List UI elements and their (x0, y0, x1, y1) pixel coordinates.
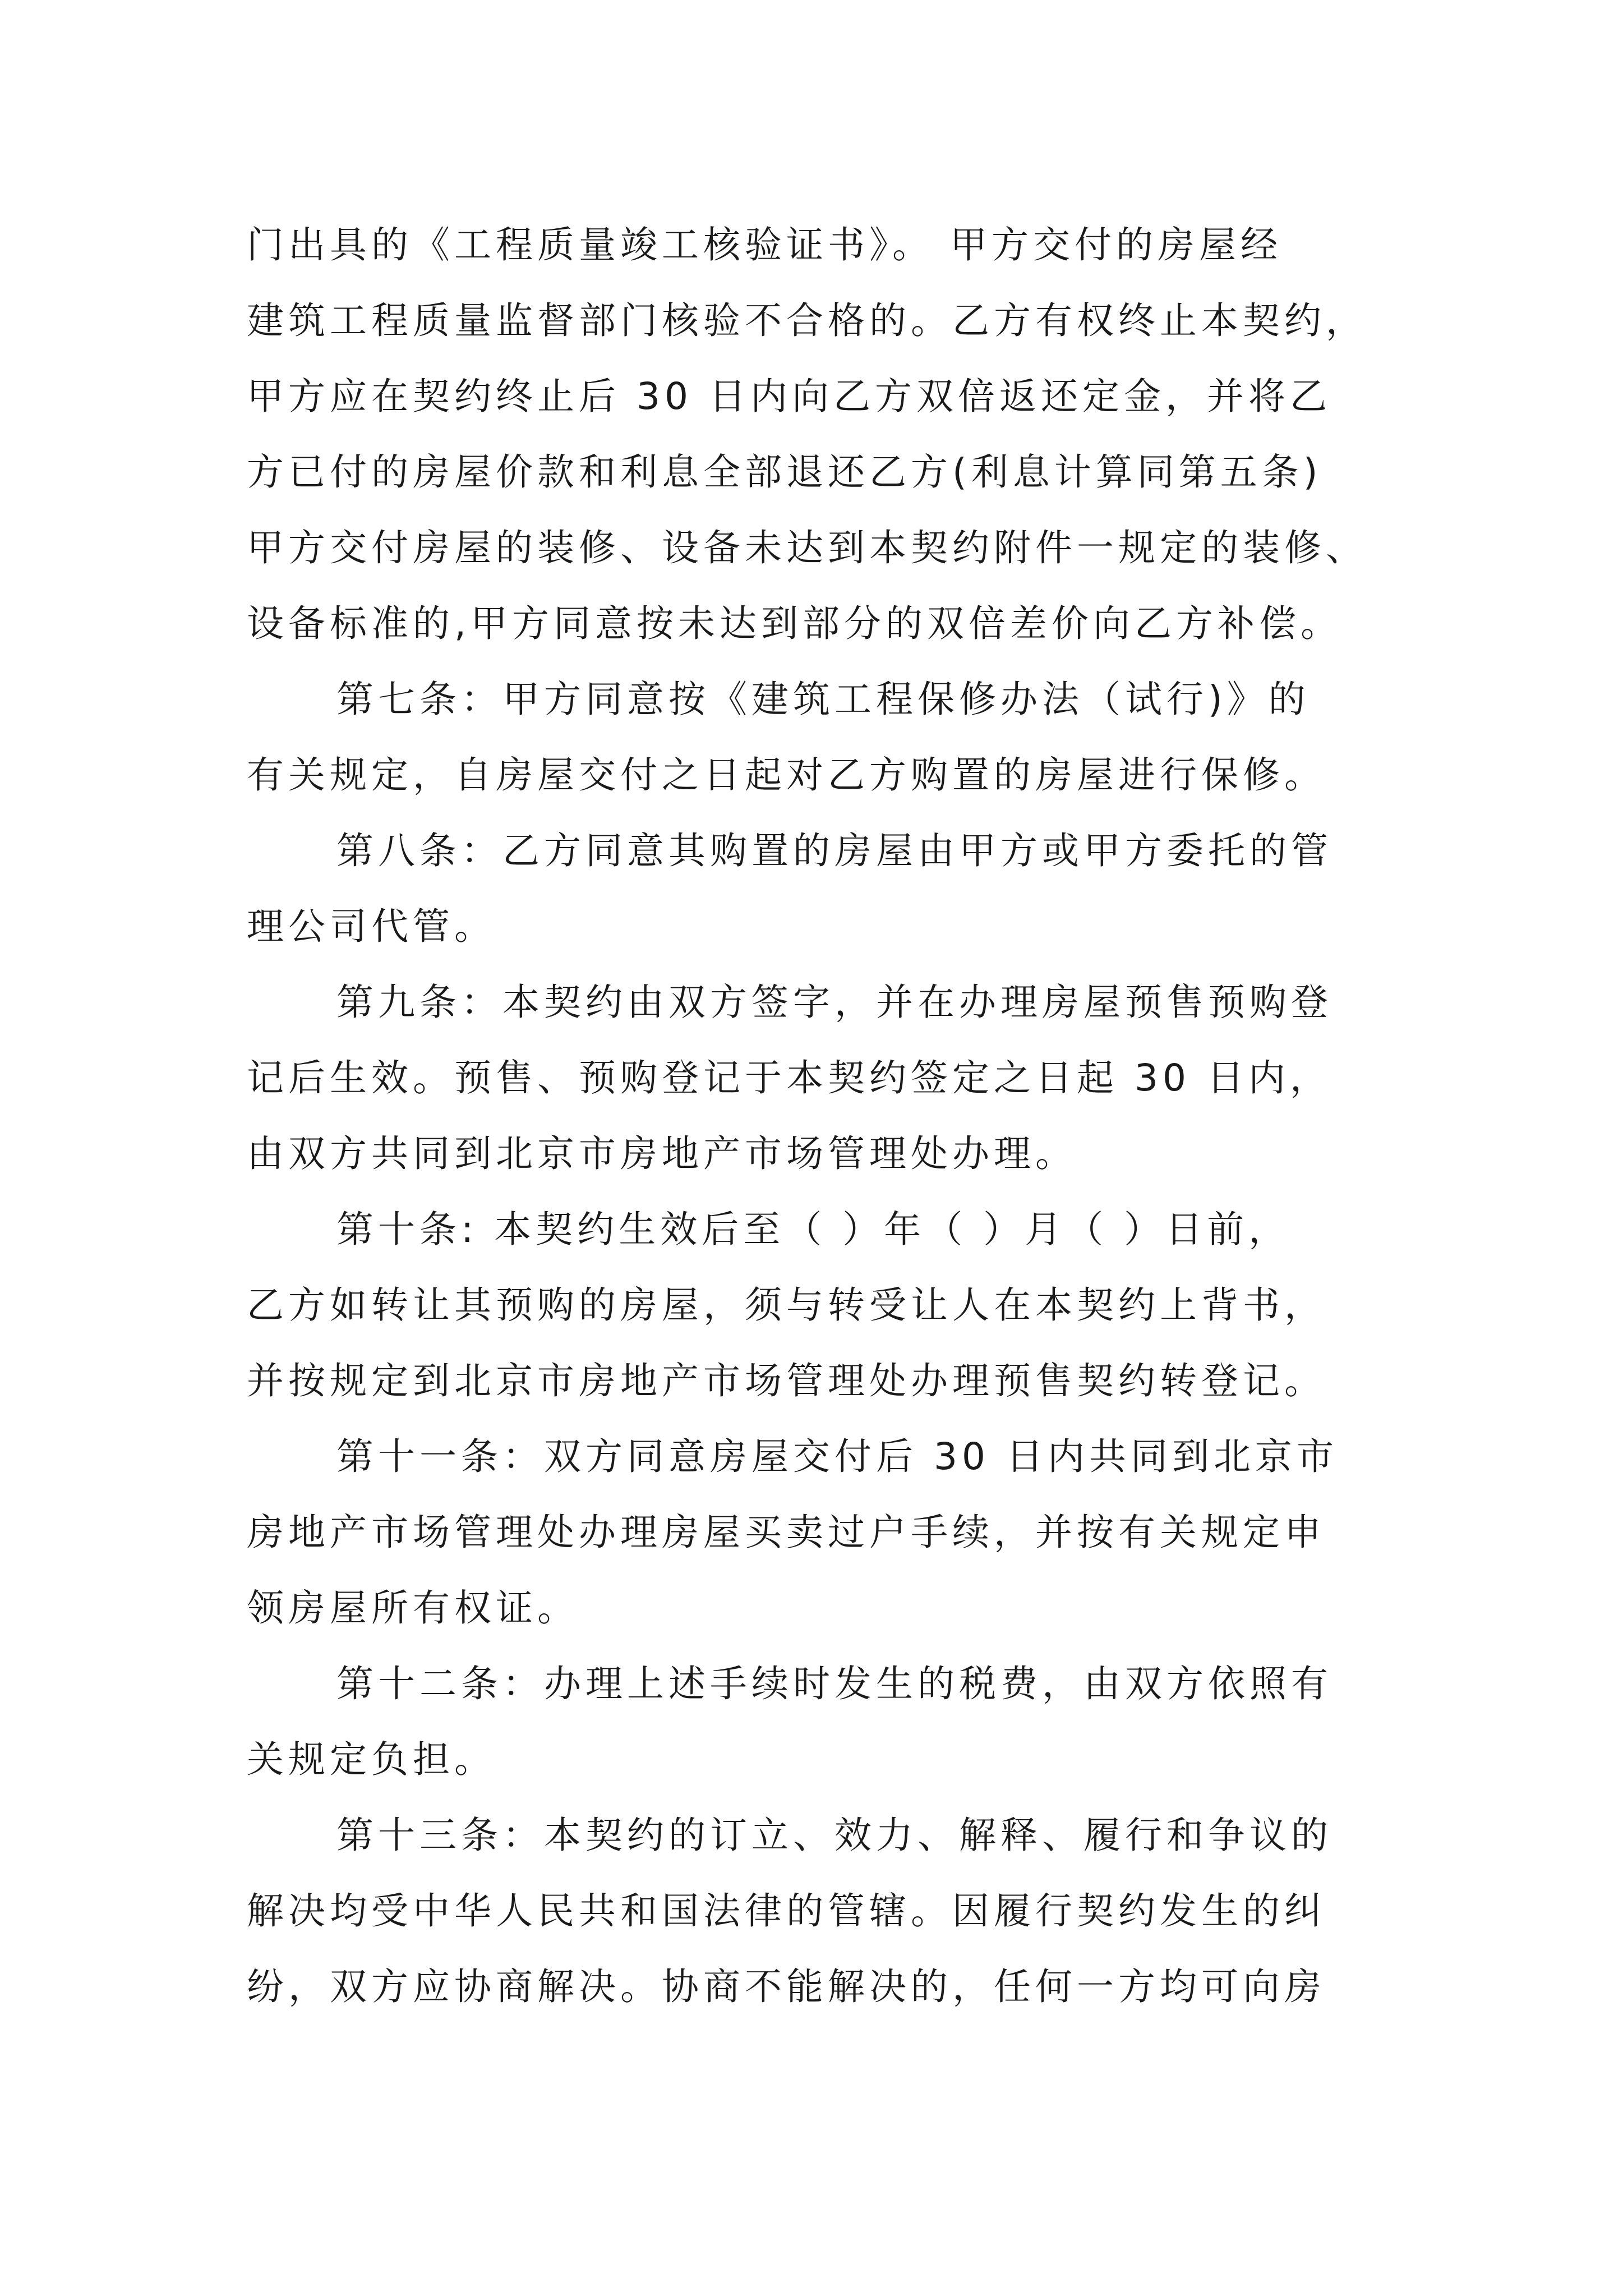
text-line: 方已付的房屋价款和利息全部退还乙方(利息计算同第五条) (247, 450, 1322, 494)
text-line: 理公司代管。 (247, 905, 496, 948)
text-line: 甲方应在契约终止后 30 日内向乙方双倍返还定金，并将乙 (247, 375, 1331, 418)
text-line: 乙方如转让其预购的房屋，须与转受让人在本契约上背书， (247, 1283, 1326, 1327)
text-line: 第十二条：办理上述手续时发生的税费，由双方依照有 (336, 1662, 1332, 1705)
text-line: 建筑工程质量监督部门核验不合格的。乙方有权终止本契约， (247, 299, 1367, 342)
text-line: 第九条：本契约由双方签字，并在办理房屋预售预购登 (336, 981, 1332, 1024)
text-line: 第十一条：双方同意房屋交付后 30 日内共同到北京市 (336, 1435, 1338, 1478)
text-line: 第十三条：本契约的订立、效力、解释、履行和争议的 (336, 1814, 1332, 1857)
text-line: 纷，双方应协商解决。协商不能解决的，任何一方均可向房 (247, 1965, 1326, 2008)
text-line: 记后生效。预售、预购登记于本契约签定之日起 30 日内， (247, 1056, 1331, 1099)
text-line: 第十条: 本契约生效后至（ ）年（ ）月（ ）日前， (336, 1208, 1290, 1251)
text-line: 设备标准的,甲方同意按未达到部分的双倍差价向乙方补偿。 (247, 602, 1342, 645)
text-line: 解决均受中华人民共和国法律的管辖。因履行契约发生的纠 (247, 1889, 1326, 1932)
text-line: 关规定负担。 (247, 1738, 496, 1781)
text-line: 由双方共同到北京市房地产市场管理处办理。 (247, 1132, 1077, 1175)
text-line: 第八条：乙方同意其购置的房屋由甲方或甲方委托的管 (336, 829, 1332, 872)
text-line: 第七条：甲方同意按《建筑工程保修办法（试行)》的 (336, 678, 1310, 721)
text-line: 领房屋所有权证。 (247, 1586, 579, 1630)
text-line: 甲方交付房屋的装修、设备未达到本契约附件一规定的装修、 (247, 526, 1367, 569)
text-line: 门出具的《工程质量竣工核验证书》。 甲方交付的房屋经 (247, 223, 1282, 266)
text-line: 并按规定到北京市房地产市场管理处办理预售契约转登记。 (247, 1359, 1326, 1402)
text-line: 房地产市场管理处办理房屋买卖过户手续，并按有关规定申 (247, 1511, 1326, 1554)
text-line: 有关规定，自房屋交付之日起对乙方购置的房屋进行保修。 (247, 753, 1326, 797)
